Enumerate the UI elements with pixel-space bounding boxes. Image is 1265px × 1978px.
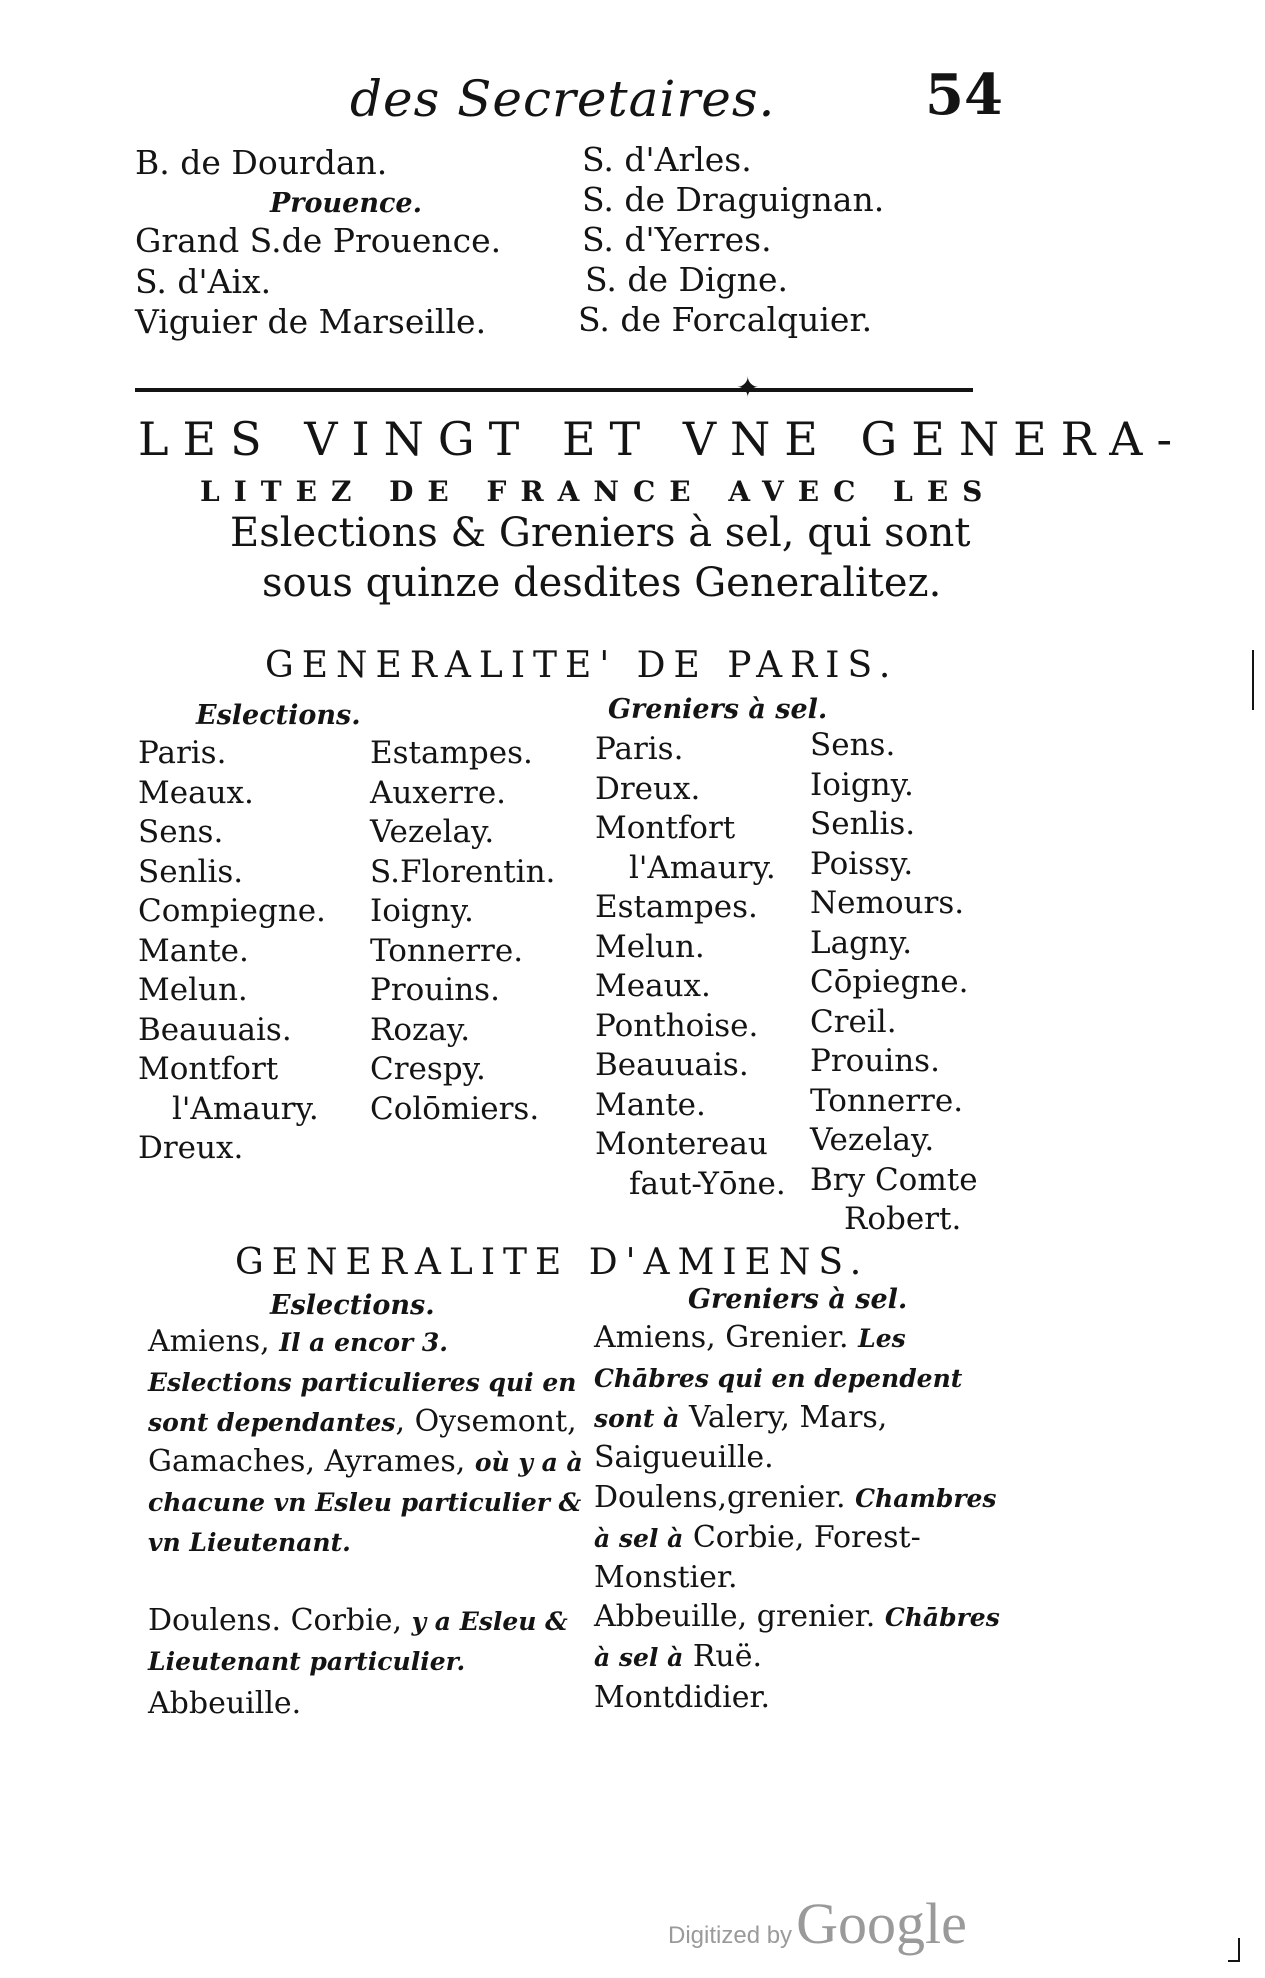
doulens-text: Doulens. Corbie, [148,1603,403,1638]
list-item: Paris. [595,731,684,767]
list-item: Vezelay. [810,1122,935,1158]
heading-line-4: sous quinze desdites Generalitez. [262,560,942,606]
amiens-greniers-label: Greniers à sel. [688,1284,908,1315]
list-item: Tonnerre. [370,932,524,969]
top-left-entry: S. d'Aix. [135,262,272,301]
list-item: Senlis. [810,806,916,842]
list-item: Melun. [138,972,248,1008]
list-item: Meaux. [595,968,711,1004]
montdidier-entry: Montdidier. [594,1680,771,1715]
top-right-entry: S. de Forcalquier. [578,300,873,339]
running-title: des Secretaires. [350,70,776,128]
amiens-grenier-paragraph [594,1318,1014,1477]
list-item: Meaux. [138,774,254,811]
doulens-grenier-paragraph [594,1478,1014,1597]
top-right-entry: S. d'Yerres. [582,220,772,259]
scan-corner-mark [1228,1938,1240,1962]
doulens-grenier-places: Corbie, Forest-Monstier. [594,1520,921,1595]
list-item: Paris. [138,735,227,771]
top-left-entry: Grand S.de Prouence. [135,221,502,260]
amiens-note: Il a encor 3. Eslections particulieres qui en sont dependantes [148,1328,577,1437]
list-item: Montfort [595,810,736,846]
amiens-grenier-places: Valery, Mars, Saigueuille. [594,1400,888,1475]
list-item: Auxerre. [370,774,507,811]
list-item: Nemours. [810,885,965,921]
list-item: Sens. [138,814,224,850]
list-item: Robert. [844,1201,962,1237]
watermark-small: Digitized by [668,1922,793,1949]
amiens-places: , Oysemont, Gamaches, Ayrames, [148,1404,577,1479]
list-item: S.Florentin. [370,853,556,890]
paris-title: GENERALITE' DE PARIS. [265,645,899,686]
page-number: 54 [925,62,1003,128]
ornamental-rule [135,388,973,392]
paris-greniers-col1 [595,730,786,1204]
amiens-elections-paragraph [148,1322,588,1562]
list-item: Beauuais. [138,1011,292,1048]
heading-line-2: LITEZ DE FRANCE AVEC LES [200,475,997,508]
abbeville-grenier-name: Abbeuille, grenier. [594,1599,876,1634]
rule-ornament: ✦ [736,371,760,404]
list-item: Estampes. [370,735,533,771]
abbeville-grenier-note: Chābres à sel à [594,1603,1000,1672]
list-item: l'Amaury. [629,849,776,886]
abbeville-grenier-paragraph [594,1597,1014,1677]
amiens-note-2: où y a à chacune vn Esleu particulier & vn Lieutenant. [148,1448,583,1557]
list-item: Lagny. [810,924,913,961]
list-item: Creil. [810,1003,897,1040]
list-item: Compiegne. [138,893,326,929]
amiens-name: Amiens, [148,1324,270,1359]
top-right-entry: S. d'Arles. [582,140,752,179]
list-item: Poissy. [810,845,914,882]
list-item: Ioigny. [370,893,474,929]
list-item: Dreux. [595,770,701,807]
list-item: Colōmiers. [370,1090,540,1127]
list-item: faut-Yōne. [629,1165,786,1202]
heading-line-3: Eslections & Greniers à sel, qui sont [230,510,971,556]
top-left-entry-prouence: Prouence. [270,188,422,219]
paris-elections-label: Eslections. [196,700,361,731]
doulens-elections-paragraph [148,1601,588,1681]
top-right-entry: S. de Digne. [585,260,788,299]
list-item: Bry Comte [810,1161,978,1198]
list-item: Vezelay. [370,814,495,850]
amiens-elections-label: Eslections. [270,1290,435,1321]
amiens-grenier-name: Amiens, Grenier. [594,1320,849,1355]
list-item: Mante. [595,1086,706,1123]
paris-elections-col2 [370,734,555,1129]
list-item: Montfort [138,1051,279,1087]
list-item: Ioigny. [810,766,914,803]
list-item: Prouins. [810,1043,940,1079]
list-item: Mante. [138,932,249,969]
list-item: Dreux. [138,1130,244,1166]
list-item: Senlis. [138,853,244,890]
list-item: l'Amaury. [172,1090,319,1127]
paris-greniers-label: Greniers à sel. [608,694,828,725]
list-item: Beauuais. [595,1047,749,1083]
doulens-grenier-name: Doulens,grenier. [594,1480,846,1515]
watermark-logo: Google [796,1891,967,1956]
doulens-note: y a Esleu & Lieutenant particulier. [148,1607,568,1676]
list-item: Estampes. [595,889,758,925]
list-item: Montereau [595,1126,768,1162]
list-item: Sens. [810,727,896,763]
amiens-title: GENERALITE D'AMIENS. [235,1242,870,1283]
paris-elections-col1 [138,734,326,1169]
list-item: Prouins. [370,972,500,1008]
list-item: Cōpiegne. [810,964,969,1000]
heading-line-1: LES VINGT ET VNE GENERA- [138,412,1187,466]
list-item: Rozay. [370,1011,471,1048]
amiens-grenier-note: Les Chābres qui en dependent sont à [594,1324,963,1433]
abbeville-grenier-places: Ruë. [692,1639,763,1674]
top-left-entry: Viguier de Marseille. [135,302,487,341]
list-item: Ponthoise. [595,1007,759,1044]
top-left-entry: B. de Dourdan. [135,143,388,182]
paris-greniers-col2 [810,726,978,1240]
digitized-watermark [668,1890,967,1957]
top-right-entry: S. de Draguignan. [582,180,885,219]
list-item: Tonnerre. [810,1082,964,1119]
doulens-grenier-note: Chambres à sel à [594,1484,997,1553]
list-item: Melun. [595,928,705,965]
scan-edge-mark [1252,650,1254,710]
list-item: Crespy. [370,1051,486,1087]
abbeville-entry: Abbeuille. [148,1686,302,1721]
